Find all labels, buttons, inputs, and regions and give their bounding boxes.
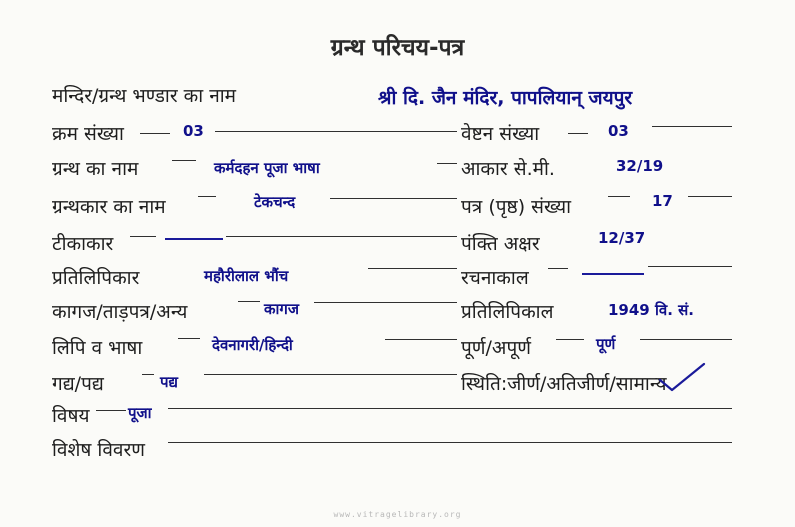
fill-line	[330, 198, 457, 199]
pankti-akshar-label: पंक्ति अक्षर	[461, 233, 540, 255]
lipi-bhasha-label: लिपि व भाषा	[52, 337, 143, 359]
fill-line	[130, 236, 156, 237]
fill-line	[648, 266, 732, 267]
fill-line	[688, 196, 732, 197]
kram-sankhya-label: क्रम संख्या	[52, 123, 124, 145]
fill-line	[556, 339, 584, 340]
rachnakal-label: रचनाकाल	[461, 267, 529, 289]
pratilipikal-label: प्रतिलिपिकाल	[461, 301, 554, 323]
fill-line	[168, 442, 732, 443]
pankti-akshar-value: 12/37	[598, 229, 646, 247]
pratilipikar-value: महौरीलाल भौंच	[204, 267, 289, 285]
sthiti-label: स्थिति:जीर्ण/अतिजीर्ण/सामान्य	[461, 373, 667, 395]
purn-apurn-label: पूर्ण/अपूर्ण	[461, 337, 531, 359]
gadya-padya-value: पद्य	[160, 373, 178, 391]
vishay-label: विषय	[52, 405, 90, 427]
vishesh-vivran-label: विशेष विवरण	[52, 439, 145, 461]
kram-sankhya-value: 03	[183, 122, 204, 140]
fill-line	[368, 268, 457, 269]
pratilipikar-label: प्रतिलिपिकार	[52, 267, 140, 289]
tikakar-blank-mark	[165, 238, 223, 240]
fill-line	[178, 338, 200, 339]
fill-line	[608, 196, 630, 197]
pratilipikal-value: 1949 वि. सं.	[608, 301, 694, 319]
fill-line	[198, 196, 216, 197]
purn-apurn-value: पूर्ण	[596, 335, 616, 353]
fill-line	[96, 410, 126, 411]
akar-label: आकार से.मी.	[461, 158, 555, 180]
gadya-padya-label: गद्य/पद्य	[52, 373, 104, 395]
mandir-name-value: श्री दि. जैन मंदिर, पापलियान् जयपुर	[378, 87, 633, 109]
fill-line	[640, 339, 732, 340]
granth-naam-label: ग्रन्थ का नाम	[52, 158, 139, 180]
checkmark-icon	[656, 360, 708, 394]
fill-line	[215, 131, 457, 132]
mandir-name-label: मन्दिर/ग्रन्थ भण्डार का नाम	[52, 85, 237, 107]
patra-sankhya-label: पत्र (पृष्ठ) संख्या	[461, 196, 572, 218]
watermark: www.vitragelibrary.org	[333, 510, 462, 519]
fill-line	[142, 374, 154, 375]
lipi-bhasha-value: देवनागरी/हिन्दी	[212, 336, 293, 354]
fill-line	[568, 133, 588, 134]
granthkar-naam-label: ग्रन्थकार का नाम	[52, 196, 166, 218]
fill-line	[314, 302, 457, 303]
veshtan-sankhya-label: वेष्टन संख्या	[461, 123, 540, 145]
fill-line	[168, 408, 732, 409]
fill-line	[172, 160, 196, 161]
granthkar-naam-value: टेकचन्द	[254, 193, 296, 211]
fill-line	[204, 374, 457, 375]
vishay-value: पूजा	[128, 404, 152, 422]
kagaj-value: कागज	[264, 300, 299, 318]
akar-value: 32/19	[616, 157, 664, 175]
fill-line	[548, 268, 568, 269]
rachnakal-blank-mark	[582, 273, 644, 275]
fill-line	[437, 163, 457, 164]
card-title: ग्रन्थ परिचय-पत्र	[330, 35, 465, 61]
kagaj-label: कागज/ताड़पत्र/अन्य	[52, 301, 188, 323]
tikakar-label: टीकाकार	[52, 233, 114, 255]
veshtan-sankhya-value: 03	[608, 122, 629, 140]
fill-line	[238, 301, 260, 302]
granth-naam-value: कर्मदहन पूजा भाषा	[214, 159, 320, 177]
patra-sankhya-value: 17	[652, 192, 673, 210]
fill-line	[140, 133, 170, 134]
fill-line	[385, 339, 457, 340]
fill-line	[652, 126, 732, 127]
fill-line	[226, 236, 457, 237]
